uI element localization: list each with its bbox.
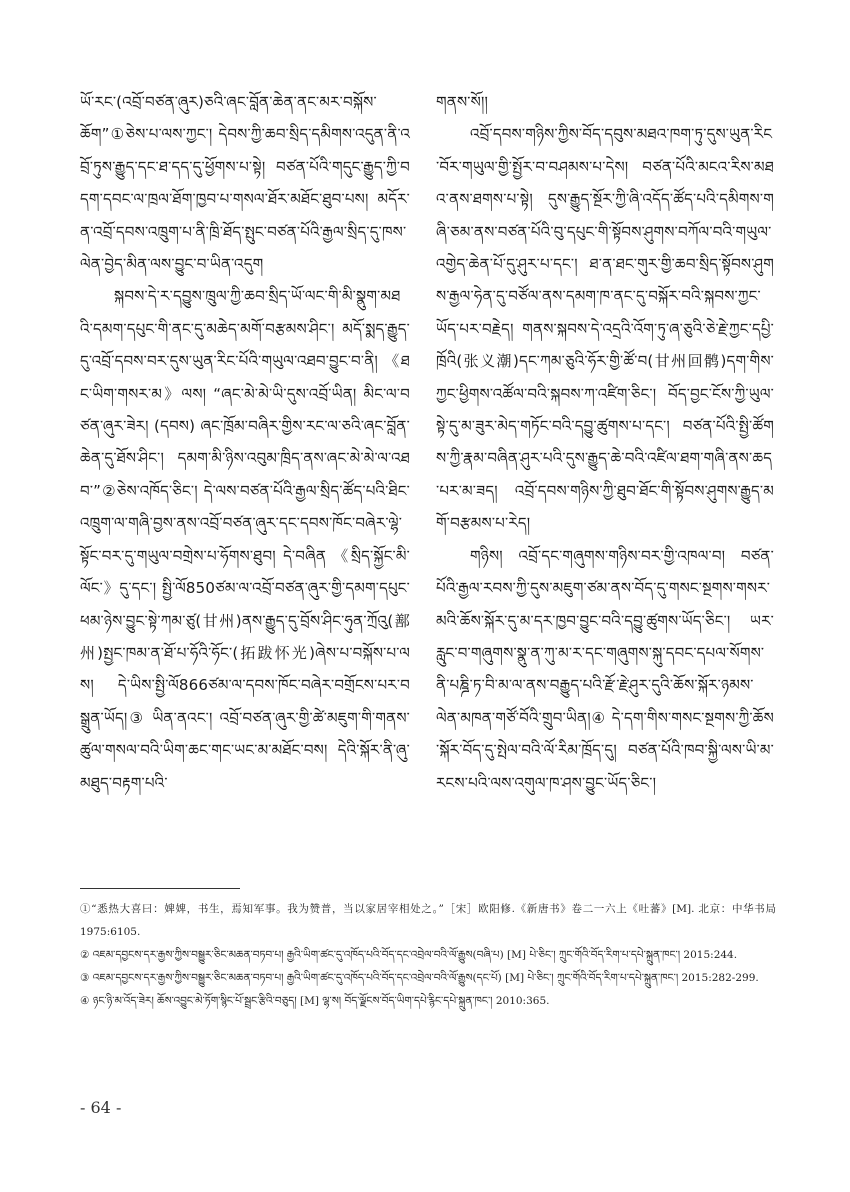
footnote-4: ④ ཉང་ཉི་མ་འོད་ཟེར། ཆོས་འབྱུང་མེ་ཏོག་སྙིང་པོ་སྦྲང་རྩིའི་བཅུད། [M] ལྷ་ས། བོད་ལྗོངས་བོད་ཡིག་དཔེ་རྙིང་དཔེ་སྐྲུན་ཁང་། 2010:365. (80, 995, 550, 1007)
footnote-2: ② འཇམ་དབྱངས་དར་རྒྱས་ཀྱིས་བསྒྱུར་ཅིང་མཆན་བཏབ་པ། རྒྱའི་ཡིག་ཚང་དུ་འཁོད་པའི་བོད་དང་འབྲེལ་བའི་ལོ་རྒྱུས(བཞི་པ) [M] པེ་ཅིང་། ཀྲུང་གོའི་བོད་རིག་པ་དཔེ་སྐྲུན་ཁང་། 2015:244. (80, 949, 738, 961)
footnote-3: ③ འཇམ་དབྱངས་དར་རྒྱས་ཀྱིས་བསྒྱུར་ཅིང་མཆན་བཏབ་པ། རྒྱའི་ཡིག་ཚང་དུ་འཁོད་པའི་བོད་དང་འབྲེལ་བའི་ལོ་རྒྱུས(དང་པོ) [M] པེ་ཅིང་། ཀྲུང་གོའི་བོད་རིག་པ་དཔེ་སྐྲུན་ཁང་། 2015:282-299. (80, 972, 759, 984)
left-paragraph-2: སྐབས་དེ་ར་དབྱུས་ཁྲུལ་ཀྱི་ཆབ་སྲིད་ཡོ་ལང་གི་མི་སྣུག་མཐའི་དམག་དཔུང་གི་ནང་དུ་མཆེད་མགོ་བརྩམས་ཤིང་། མདོ་སྨད་རྒྱུད་དུ་འབྲོ་དབས་བར་དུས་ཡུན་རིང་པོའི་གཡུལ་འཐབ་བྱུང་བ་ནི། 《ཐང་ཡིག་གསར་མ》ལས། “ཞང་མེ་མེ་ཡི་དུས་འབྲོ་ཡིན། མིང་ལ་བཙན་ཞུར་ཟེར། (དབས) ཞང་ཁྲོམ་བཞིར་གྱིས་རང་ལ་ཅའི་ཞང་བློན་ཆེན་དུ་ཐོས་ཤིང་། དམག་མི་ཉིས་འབུམ་ཁྲིད་ནས་ཞང་མེ་མེ་ལ་འཐབ་”②ཅེས་འཁོད་ཅིང་། དེ་ལས་བཙན་པོའི་རྒྱལ་སྲིད་ཚོད་པའི་ཐིང་འཁྲུག་ལ་གཞི་བྱས་ནས་འབྲོ་བཙན་ཞུར་དང་དབས་ཁོང་བཞེར་ལྷེ་སྟོང་བར་དུ་གཡུལ་བགྲེས་པ་ཧོགས་ཐུབ། དེ་བཞིན 《སྲིད་སྐྱོང་མི་ལོང་》དུ་དང་། སྤྱི་ལོ850ཙམ་ལ་འབྲོ་བཙན་ཞུར་གྱི་དམག་དཔུང་ཕམ་ཉེས་བྱུང་སྟེ་ཀམ་ཙུ(甘州)ནས་རྒྱུད་དུ་བྲོས་ཤིང་ཧུན་ཀྲོའུ(鄯州)སྤྱང་ཁམ་ན་ཐོ་པ་ཧོའི་ཧོང་(拓跋怀光)ཞེས་པ་བསྐོས་པ་ལས། དེ་ཡིས་སྤྱི་ལོ866ཙམ་ལ་དབས་ཁོང་བཞེར་བགྲོངས་པར་བསྒྲུན་ཡོད།③ ཡིན་ནའང་། འབྲོ་བཙན་ཞུར་གྱི་ཚེ་མཇུག་གི་གནས་ཚུལ་གསལ་བའི་ཡིག་ཆང་གང་ཡང་མ་མཐོང་བས། དེའི་སྐོར་ནི་ཞུ་མཐུད་བརྟག་པའི་ (80, 287, 410, 792)
right-paragraph-2: འབྲོ་དབས་གཉིས་ཀྱིས་བོད་དབུས་མཐའ་ཁག་ཏུ་དུས་ཡུན་རིང་བོར་གཡུལ་གྱི་སྤྱོར་བ་བཤམས་པ་དེས། བཙན་པོའི་མངའ་རིས་མཐའ་ནས་ཐགས་པ་སྟེ། དུས་རྒྱུད་སྔོར་ཀྱི་ཞི་འདོད་ཚོད་པའི་དམིགས་གཞི་ཅམ་ནས་བཙན་པོའི་བུ་དཔུང་གི་སྟོབས་ཤུགས་བཀོལ་བའི་གཡུལ་འགྱེད་ཆེན་པོ་དུ་ཤུར་པ་དང་། ཐ་ན་ཐང་གུར་གྱི་ཆབ་སྲིད་སྟོབས་ཤུགས་རྒྱལ་ཧེན་དུ་བཙོལ་ནས་དམག་ཁ་ནང་དུ་བསྐོར་བའི་སྐབས་ཀྱང་ཡོད་པར་བརྗེད། གནས་སྐབས་དེ་འདྲའི་འོག་ཏུ་ཞ་ཅུའི་ཅེ་རྗེ་ཀྱང་དཔྱི་ཁྲོའི(张义潮)དང་ཀམ་ཅུའི་ཧོར་གྱི་ཚོ་བ(甘州回鹘)དག་གིས་ཀྱང་ཕྱིགས་འཚོལ་བའི་སྐབས་ཀ་འཛིག་ཅིང་། བོད་བྱང་ངོས་ཀྱི་ཡུལ་སྟེ་དུ་མ་ཟུར་མེད་གཏོང་བའི་དབྱུ་ཚུགས་པ་དང་། བཙན་པོའི་སྤྱི་ཚོགས་ཀྱི་རྣམ་བཞིན་ཤུར་པའི་དུས་རྒྱུད་ཆེ་བའི་འཛིལ་ཐག་གཞི་ནས་ཆད་པར་མ་ཟད། འབྲོ་དབས་གཉིས་ཀྱི་ཐུབ་ཐོང་གི་སྟོབས་ཤུགས་རྒྱུད་མགོ་བརྩམས་པ་རེད། (436, 125, 774, 533)
right-paragraph-1: གནས་སོ།། (436, 93, 489, 111)
left-paragraph-1: ཡོ་རང་(འབྲོ་བཙན་ཞུར)ཅའི་ཞང་བློན་ཆེན་ནང་མར་བསྐོས་ཆོག”①ཅེས་པ་ལས་ཀྱང་། དེབས་ཀྱི་ཆབ་སྲིད་དམིགས་འདུན་ནི་འབྲོ་ཏུས་རྒྱུད་དང་ཐ་དད་དུ་ཕྱོགས་པ་སྟེ། བཙན་པོའི་གདུང་རྒྱུད་ཀྱི་བདག་དབང་ལ་ཁྲལ་ཐོག་ཁྱབ་པ་གསལ་ཐོར་མཐོང་ཐུབ་པས། མདོར་ན་འབྲོ་དབས་འཁྲུག་པ་ནི་ཁྲི་ཐོད་སྤུང་བཙན་པོའི་རྒྱལ་སྲིད་དུ་ཁས་ལེན་བྱེད་མིན་ལས་བྱུང་བ་ཡིན་འདུག (80, 93, 410, 274)
right-paragraph-3: གཉིས། འབྲོ་དང་གཞུགས་གཉིས་བར་གྱི་འཁལ་བ། བཙན་པོའི་རྒྱལ་རབས་ཀྱི་དུས་མཇུག་ཙམ་ནས་བོད་དུ་གསང་སྔགས་གསར་མའི་ཆོས་སྐོར་དུ་མ་དར་ཁྱབ་བྱུང་བའི་དབྱུ་ཚུགས་ཡོད་ཅིང་། ཡར་རླུང་བ་གཞུགས་སྣུ་ན་ཀུ་མ་ར་དང་གཞུགས་སྐུ་དབང་དཔལ་སོགས་ནི་པཎྜི་ཏ་བི་མ་ལ་ནས་བརྒྱུད་པའི་རྫོ་རྗེ་ཤུར་དུའི་ཆོས་སྐོར་ཉམས་ལེན་མཁན་གཙོ་བོའི་གྲུབ་ཡིན།④ དེ་དག་གིས་གསང་སྔགས་ཀྱི་ཆོས་སྐོར་བོད་དུ་སྤེལ་བའི་ལོ་རིམ་ཁྲོད་དུ། བཙན་པོའི་ཁབ་སྐྱི་ལས་ཡི་མ་རངས་པའི་ལས་འགུལ་ཁ་ཤས་བྱུང་ཡོད་ཅིང་། (436, 546, 774, 792)
right-text-column (436, 86, 774, 799)
page-number: - 64 - (80, 1098, 122, 1117)
left-text-column (80, 86, 410, 799)
footnotes (80, 898, 776, 1013)
footnote-1: ①“悉热大喜曰：婢婢，书生，焉知军事。我为赞普，当以家居宰相处之。”［宋］欧阳修.《新唐书》卷二一六上《吐蕃》[M]. 北京：中华书局 1975:6105. (80, 903, 776, 938)
footnote-divider (80, 888, 240, 889)
